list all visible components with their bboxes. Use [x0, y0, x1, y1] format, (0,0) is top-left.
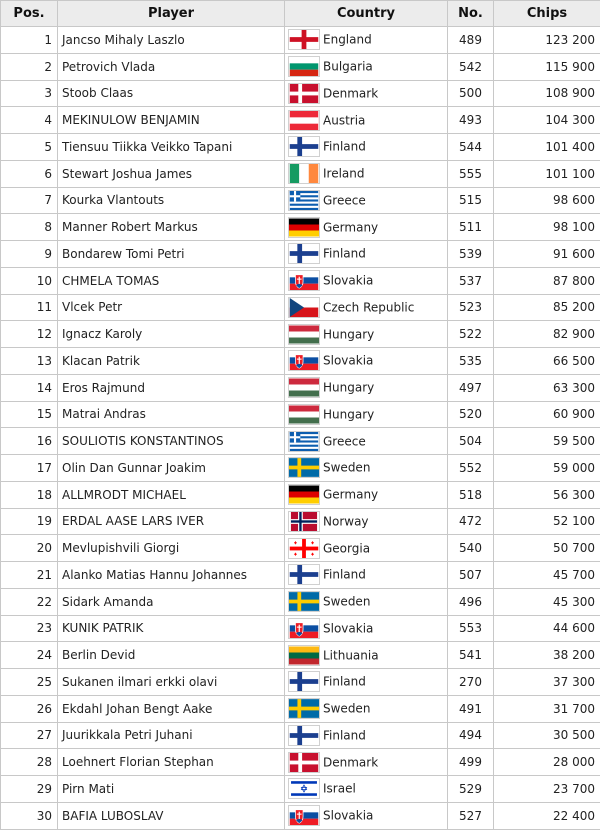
chips-cell: 56 300: [494, 481, 600, 508]
table-row: [1, 374, 600, 401]
pos-cell: 16: [1, 428, 58, 455]
player-cell: Manner Robert Markus: [58, 214, 285, 241]
country-name: Finland: [323, 568, 366, 582]
pos-cell: 7: [1, 187, 58, 214]
number-cell: 520: [448, 401, 494, 428]
pos-cell: 8: [1, 214, 58, 241]
table-row: [1, 749, 600, 776]
chips-cell: 82 900: [494, 321, 600, 348]
pos-cell: 27: [1, 722, 58, 749]
player-cell: Matrai Andras: [58, 401, 285, 428]
player-cell: CHMELA TOMAS: [58, 267, 285, 294]
table-row: [1, 428, 600, 455]
sweden-flag-icon: [288, 591, 320, 612]
player-cell: Mevlupishvili Giorgi: [58, 535, 285, 562]
germany-flag-icon: [288, 217, 320, 238]
player-cell: Olin Dan Gunnar Joakim: [58, 455, 285, 482]
country-name: Hungary: [323, 327, 374, 341]
table-body: [1, 27, 600, 830]
number-cell: 504: [448, 428, 494, 455]
number-cell: 540: [448, 535, 494, 562]
table-row: [1, 642, 600, 669]
country-cell: [285, 53, 448, 80]
chips-cell: 22 400: [494, 802, 600, 829]
pos-cell: 29: [1, 776, 58, 803]
chips-cell: 52 100: [494, 508, 600, 535]
pos-cell: 4: [1, 107, 58, 134]
chips-cell: 87 800: [494, 267, 600, 294]
player-cell: Kourka Vlantouts: [58, 187, 285, 214]
header-pos[interactable]: Pos.: [1, 1, 58, 27]
pos-cell: 21: [1, 562, 58, 589]
table-row: [1, 294, 600, 321]
slovakia-flag-icon: [288, 350, 320, 371]
chips-cell: 66 500: [494, 348, 600, 375]
denmark-flag-icon: [288, 752, 320, 773]
player-cell: Eros Rajmund: [58, 374, 285, 401]
country-cell: [285, 776, 448, 803]
player-cell: SOULIOTIS KONSTANTINOS: [58, 428, 285, 455]
table-row: [1, 348, 600, 375]
sweden-flag-icon: [288, 457, 320, 478]
player-cell: Juurikkala Petri Juhani: [58, 722, 285, 749]
number-cell: 497: [448, 374, 494, 401]
table-row: [1, 802, 600, 829]
chips-cell: 85 200: [494, 294, 600, 321]
austria-flag-icon: [288, 110, 320, 131]
country-cell: [285, 321, 448, 348]
pos-cell: 10: [1, 267, 58, 294]
finland-flag-icon: [288, 243, 320, 264]
table-row: [1, 455, 600, 482]
country-cell: [285, 535, 448, 562]
czech-flag-icon: [288, 297, 320, 318]
slovakia-flag-icon: [288, 270, 320, 291]
pos-cell: 26: [1, 695, 58, 722]
player-cell: ERDAL AASE LARS IVER: [58, 508, 285, 535]
chips-cell: 31 700: [494, 695, 600, 722]
country-cell: [285, 27, 448, 54]
finland-flag-icon: [288, 725, 320, 746]
chips-cell: 30 500: [494, 722, 600, 749]
chips-cell: 98 100: [494, 214, 600, 241]
player-cell: Stoob Claas: [58, 80, 285, 107]
pos-cell: 30: [1, 802, 58, 829]
table-row: [1, 615, 600, 642]
country-cell: [285, 588, 448, 615]
number-cell: 511: [448, 214, 494, 241]
country-name: Slovakia: [323, 354, 373, 368]
player-cell: Sukanen ilmari erkki olavi: [58, 669, 285, 696]
number-cell: 522: [448, 321, 494, 348]
player-cell: ALLMRODT MICHAEL: [58, 481, 285, 508]
pos-cell: 15: [1, 401, 58, 428]
table-row: [1, 53, 600, 80]
table-row: [1, 321, 600, 348]
table-header-row: [1, 1, 600, 27]
country-cell: [285, 214, 448, 241]
chips-cell: 59 000: [494, 455, 600, 482]
number-cell: 552: [448, 455, 494, 482]
country-cell: [285, 669, 448, 696]
number-cell: 500: [448, 80, 494, 107]
country-name: Germany: [323, 220, 378, 234]
country-cell: [285, 134, 448, 161]
table-row: [1, 27, 600, 54]
pos-cell: 3: [1, 80, 58, 107]
finland-flag-icon: [288, 564, 320, 585]
country-name: Finland: [323, 247, 366, 261]
player-cell: Jancso Mihaly Laszlo: [58, 27, 285, 54]
country-name: Sweden: [323, 461, 370, 475]
chips-cell: 23 700: [494, 776, 600, 803]
table-row: [1, 160, 600, 187]
pos-cell: 22: [1, 588, 58, 615]
greece-flag-icon: [288, 190, 320, 211]
ireland-flag-icon: [288, 163, 320, 184]
number-cell: 494: [448, 722, 494, 749]
table-row: [1, 535, 600, 562]
player-cell: Petrovich Vlada: [58, 53, 285, 80]
country-name: Ireland: [323, 167, 365, 181]
number-cell: 537: [448, 267, 494, 294]
country-name: Hungary: [323, 407, 374, 421]
pos-cell: 20: [1, 535, 58, 562]
player-cell: Bondarew Tomi Petri: [58, 241, 285, 268]
number-cell: 491: [448, 695, 494, 722]
pos-cell: 6: [1, 160, 58, 187]
table-row: [1, 80, 600, 107]
country-cell: [285, 695, 448, 722]
pos-cell: 17: [1, 455, 58, 482]
country-name: Finland: [323, 140, 366, 154]
pos-cell: 13: [1, 348, 58, 375]
chips-cell: 91 600: [494, 241, 600, 268]
number-cell: 489: [448, 27, 494, 54]
country-cell: [285, 348, 448, 375]
player-cell: Alanko Matias Hannu Johannes: [58, 562, 285, 589]
pos-cell: 23: [1, 615, 58, 642]
country-cell: [285, 241, 448, 268]
table-row: [1, 134, 600, 161]
chips-cell: 60 900: [494, 401, 600, 428]
pos-cell: 28: [1, 749, 58, 776]
hungary-flag-icon: [288, 377, 320, 398]
number-cell: 270: [448, 669, 494, 696]
player-cell: Loehnert Florian Stephan: [58, 749, 285, 776]
country-name: Greece: [323, 434, 366, 448]
country-name: Hungary: [323, 381, 374, 395]
country-cell: [285, 160, 448, 187]
country-cell: [285, 508, 448, 535]
table-row: [1, 695, 600, 722]
table-row: [1, 214, 600, 241]
denmark-flag-icon: [288, 83, 320, 104]
country-cell: [285, 428, 448, 455]
player-cell: BAFIA LUBOSLAV: [58, 802, 285, 829]
player-cell: Ekdahl Johan Bengt Aake: [58, 695, 285, 722]
country-name: Norway: [323, 514, 369, 528]
country-name: Finland: [323, 728, 366, 742]
number-cell: 541: [448, 642, 494, 669]
norway-flag-icon: [288, 511, 320, 532]
chips-cell: 38 200: [494, 642, 600, 669]
country-name: Czech Republic: [323, 300, 414, 314]
greece-flag-icon: [288, 431, 320, 452]
player-cell: Pirn Mati: [58, 776, 285, 803]
bulgaria-flag-icon: [288, 56, 320, 77]
chips-cell: 50 700: [494, 535, 600, 562]
chips-cell: 115 900: [494, 53, 600, 80]
chips-cell: 98 600: [494, 187, 600, 214]
slovakia-flag-icon: [288, 805, 320, 826]
pos-cell: 12: [1, 321, 58, 348]
chips-cell: 37 300: [494, 669, 600, 696]
player-cell: Sidark Amanda: [58, 588, 285, 615]
table-row: [1, 241, 600, 268]
hungary-flag-icon: [288, 404, 320, 425]
chips-cell: 28 000: [494, 749, 600, 776]
chips-cell: 63 300: [494, 374, 600, 401]
pos-cell: 25: [1, 669, 58, 696]
header-chips[interactable]: Chips: [494, 1, 600, 27]
country-cell: [285, 80, 448, 107]
country-cell: [285, 562, 448, 589]
chips-cell: 44 600: [494, 615, 600, 642]
country-name: Israel: [323, 782, 356, 796]
country-cell: [285, 615, 448, 642]
country-name: Sweden: [323, 595, 370, 609]
country-cell: [285, 455, 448, 482]
lithuania-flag-icon: [288, 645, 320, 666]
country-name: Austria: [323, 113, 365, 127]
table-row: [1, 588, 600, 615]
country-name: England: [323, 33, 372, 47]
country-cell: [285, 722, 448, 749]
table-row: [1, 107, 600, 134]
number-cell: 507: [448, 562, 494, 589]
country-cell: [285, 802, 448, 829]
number-cell: 555: [448, 160, 494, 187]
number-cell: 535: [448, 348, 494, 375]
table-row: [1, 722, 600, 749]
pos-cell: 18: [1, 481, 58, 508]
player-cell: KUNIK PATRIK: [58, 615, 285, 642]
country-name: Finland: [323, 675, 366, 689]
pos-cell: 2: [1, 53, 58, 80]
country-name: Lithuania: [323, 648, 379, 662]
hungary-flag-icon: [288, 324, 320, 345]
country-name: Slovakia: [323, 809, 373, 823]
finland-flag-icon: [288, 136, 320, 157]
player-cell: Tiensuu Tiikka Veikko Tapani: [58, 134, 285, 161]
chips-cell: 104 300: [494, 107, 600, 134]
slovakia-flag-icon: [288, 618, 320, 639]
chips-cell: 101 100: [494, 160, 600, 187]
number-cell: 472: [448, 508, 494, 535]
number-cell: 515: [448, 187, 494, 214]
header-country[interactable]: Country: [285, 1, 448, 27]
chips-cell: 101 400: [494, 134, 600, 161]
header-no[interactable]: No.: [448, 1, 494, 27]
country-name: Denmark: [323, 755, 378, 769]
number-cell: 523: [448, 294, 494, 321]
country-cell: [285, 187, 448, 214]
country-cell: [285, 294, 448, 321]
chips-cell: 108 900: [494, 80, 600, 107]
pos-cell: 5: [1, 134, 58, 161]
pos-cell: 1: [1, 27, 58, 54]
germany-flag-icon: [288, 484, 320, 505]
pos-cell: 14: [1, 374, 58, 401]
number-cell: 529: [448, 776, 494, 803]
country-cell: [285, 401, 448, 428]
country-name: Denmark: [323, 86, 378, 100]
pos-cell: 9: [1, 241, 58, 268]
georgia-flag-icon: [288, 538, 320, 559]
table-row: [1, 508, 600, 535]
country-name: Slovakia: [323, 274, 373, 288]
country-name: Bulgaria: [323, 60, 373, 74]
player-cell: Stewart Joshua James: [58, 160, 285, 187]
player-cell: MEKINULOW BENJAMIN: [58, 107, 285, 134]
player-cell: Ignacz Karoly: [58, 321, 285, 348]
number-cell: 544: [448, 134, 494, 161]
country-cell: [285, 749, 448, 776]
country-cell: [285, 267, 448, 294]
table-row: [1, 267, 600, 294]
country-cell: [285, 374, 448, 401]
israel-flag-icon: [288, 778, 320, 799]
country-name: Sweden: [323, 702, 370, 716]
number-cell: 542: [448, 53, 494, 80]
country-cell: [285, 642, 448, 669]
chips-cell: 123 200: [494, 27, 600, 54]
header-player[interactable]: Player: [58, 1, 285, 27]
number-cell: 539: [448, 241, 494, 268]
number-cell: 493: [448, 107, 494, 134]
table-row: [1, 481, 600, 508]
table-row: [1, 187, 600, 214]
table-row: [1, 562, 600, 589]
chips-cell: 45 300: [494, 588, 600, 615]
pos-cell: 24: [1, 642, 58, 669]
country-name: Greece: [323, 193, 366, 207]
country-name: Georgia: [323, 541, 370, 555]
chips-cell: 45 700: [494, 562, 600, 589]
number-cell: 527: [448, 802, 494, 829]
number-cell: 518: [448, 481, 494, 508]
player-cell: Berlin Devid: [58, 642, 285, 669]
number-cell: 496: [448, 588, 494, 615]
pos-cell: 11: [1, 294, 58, 321]
table-row: [1, 776, 600, 803]
finland-flag-icon: [288, 671, 320, 692]
player-cell: Klacan Patrik: [58, 348, 285, 375]
number-cell: 499: [448, 749, 494, 776]
player-cell: Vlcek Petr: [58, 294, 285, 321]
table-row: [1, 669, 600, 696]
chips-cell: 59 500: [494, 428, 600, 455]
country-cell: [285, 481, 448, 508]
country-name: Slovakia: [323, 621, 373, 635]
england-flag-icon: [288, 29, 320, 50]
sweden-flag-icon: [288, 698, 320, 719]
country-name: Germany: [323, 488, 378, 502]
number-cell: 553: [448, 615, 494, 642]
country-cell: [285, 107, 448, 134]
table-row: [1, 401, 600, 428]
pos-cell: 19: [1, 508, 58, 535]
